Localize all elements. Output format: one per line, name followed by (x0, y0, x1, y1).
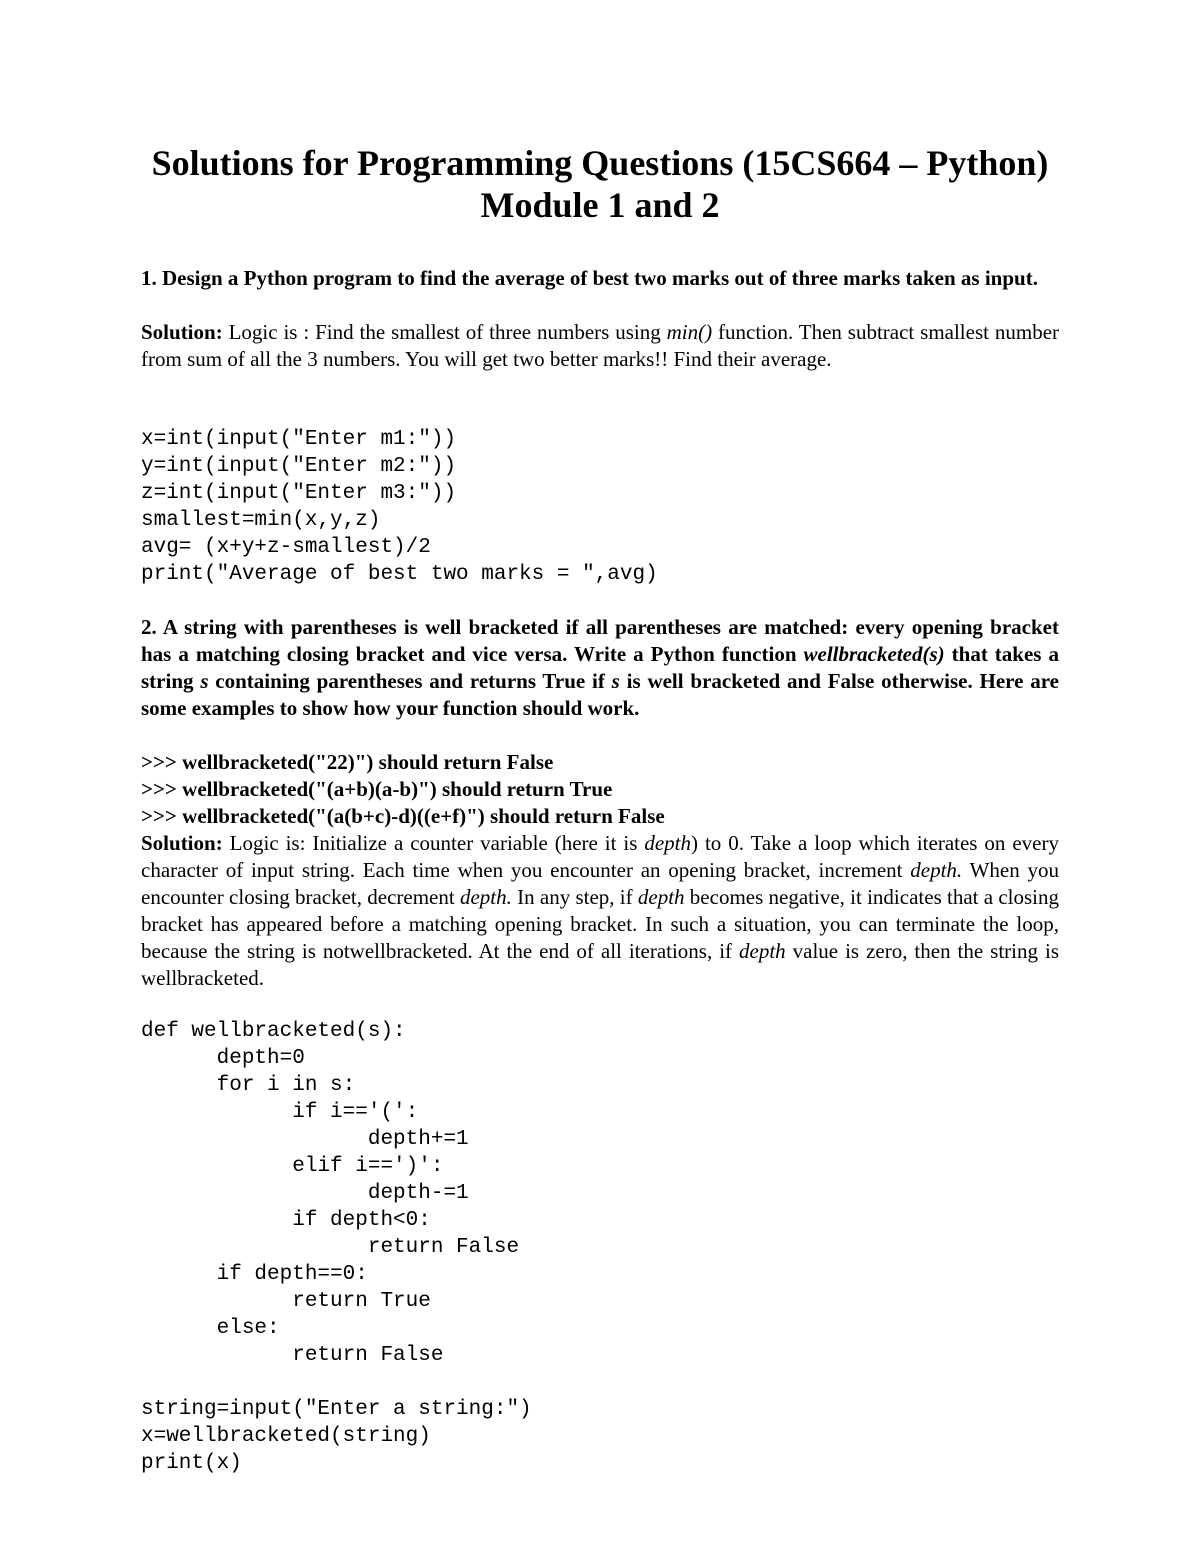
code-block-2 (141, 1018, 532, 1477)
code-line: y=int(input("Enter m2:")) (141, 455, 457, 478)
code-line: if i=='(': (141, 1101, 419, 1124)
code-line: return False (141, 1344, 444, 1367)
solution-label: Solution: (141, 320, 223, 344)
function-name: wellbracketed(s) (803, 642, 945, 666)
code-line: def wellbracketed(s): (141, 1020, 406, 1043)
code-line: print(x) (141, 1452, 242, 1475)
code-line: return False (141, 1236, 520, 1259)
code-line: avg= (x+y+z-smallest)/2 (141, 536, 431, 559)
code-line: string=input("Enter a string:") (141, 1398, 532, 1421)
code-line: for i in s: (141, 1074, 356, 1097)
code-line: z=int(input("Enter m3:")) (141, 482, 457, 505)
question-2: 2. A string with parentheses is well bracketed if all parentheses are matched: every opening bracket has a matching closing bracket and vice versa. Write a Python function wellbracketed(s) that takes a string s containing parentheses and returns True if s is well bracketed and False otherwise. Here are some examples to show how your function should work. (141, 615, 1060, 720)
code-line: x=int(input("Enter m1:")) (141, 428, 457, 451)
code-line: elif i==')': (141, 1155, 444, 1178)
code-block-1 (141, 426, 658, 588)
code-line: depth=0 (141, 1047, 305, 1070)
code-line: print("Average of best two marks = ",avg) (141, 563, 658, 586)
code-line: if depth<0: (141, 1209, 431, 1232)
code-line: if depth==0: (141, 1263, 368, 1286)
code-line: smallest=min(x,y,z) (141, 509, 381, 532)
example-1: >>> wellbracketed("22)") should return False (141, 750, 554, 774)
solution-2: Solution: Logic is: Initialize a counter variable (here it is depth) to 0. Take a loop which iterates on every character of input string. Each time when you encounter an opening bracket, increment depth. When you encounter closing bracket, decrement depth. In any step, if depth becomes negative, it indicates that a closing bracket has appeared before a matching opening bracket. In such a situation, you can terminate the loop, because the string is notwellbracketed. At the end of all iterations, if depth value is zero, then the string is wellbracketed. (141, 831, 1059, 990)
page-subtitle: Module 1 and 2 (480, 185, 720, 225)
code-line: else: (141, 1317, 280, 1340)
page-title: Solutions for Programming Questions (15CS664 – Python) (151, 143, 1049, 183)
code-line: depth-=1 (141, 1182, 469, 1205)
solution-1: Solution: Logic is : Find the smallest of three numbers using min() function. Then subtract smallest number from sum of all the 3 numbers. You will get two better marks!! Find their average. (141, 320, 1060, 371)
min-function: min() (666, 320, 713, 344)
code-line: return True (141, 1290, 431, 1313)
code-line: depth+=1 (141, 1128, 469, 1151)
solution-label: Solution: (141, 831, 223, 855)
example-2: >>> wellbracketed("(a+b)(a-b)") should return True (141, 777, 613, 801)
example-3: >>> wellbracketed("(a(b+c)-d)((e+f)") should return False (141, 804, 665, 828)
code-line: x=wellbracketed(string) (141, 1425, 431, 1448)
question-1: 1. Design a Python program to find the average of best two marks out of three marks taken as input. (141, 266, 1038, 290)
